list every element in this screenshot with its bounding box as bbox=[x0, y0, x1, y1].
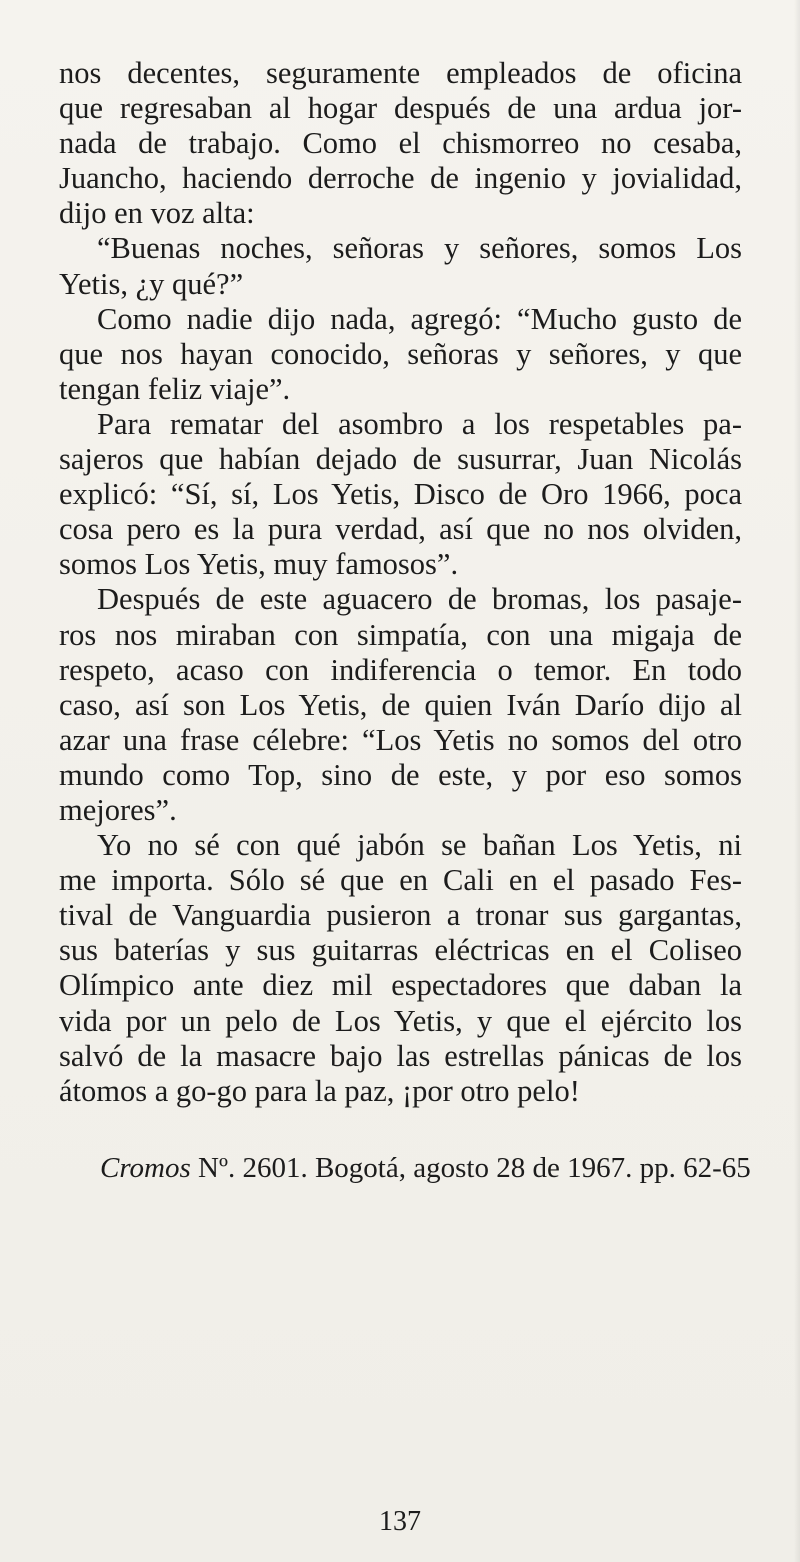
line-27: Olímpico ante diez mil espectadores que daban la bbox=[59, 968, 742, 1003]
line-25: tival de Vanguardia pusieron a tronar sus gargantas, bbox=[59, 898, 742, 933]
line-16: Después de este aguacero de bromas, los pasaje- bbox=[97, 582, 742, 617]
line-11: Para rematar del asombro a los respetables pa- bbox=[97, 406, 742, 441]
line-8: Como nadie dijo nada, agregó: “Mucho gusto de bbox=[97, 301, 742, 336]
body-text bbox=[59, 56, 742, 1109]
line-30: átomos a go-go para la paz, ¡por otro pelo! bbox=[59, 1073, 580, 1108]
line-20: azar una frase célebre: “Los Yetis no somos del otro bbox=[59, 722, 742, 757]
source-citation bbox=[100, 1150, 760, 1186]
line-17: ros nos miraban con simpatía, con una migaja de bbox=[59, 617, 742, 652]
line-4: Juancho, haciendo derroche de ingenio y jovialidad, bbox=[59, 161, 742, 196]
line-12: sajeros que habían dejado de susurrar, Juan Nicolás bbox=[59, 442, 742, 477]
line-1: nos decentes, seguramente empleados de oficina bbox=[59, 56, 742, 90]
line-9: que nos hayan conocido, señoras y señores, y que bbox=[59, 336, 742, 371]
line-3: nada de trabajo. Como el chismorreo no cesaba, bbox=[59, 126, 742, 161]
line-18: respeto, acaso con indiferencia o temor. En todo bbox=[59, 652, 742, 687]
line-21: mundo como Top, sino de este, y por eso somos bbox=[59, 757, 742, 792]
paragraph-6 bbox=[59, 828, 742, 1109]
paragraph-2 bbox=[59, 231, 742, 301]
line-5: dijo en voz alta: bbox=[59, 196, 255, 231]
line-2: que regresaban al hogar después de una ardua jor- bbox=[59, 91, 742, 126]
paragraph-1 bbox=[59, 56, 742, 231]
line-26: sus baterías y sus guitarras eléctricas en el Coliseo bbox=[59, 933, 742, 968]
line-7: Yetis, ¿y qué?” bbox=[59, 266, 244, 301]
line-28: vida por un pelo de Los Yetis, y que el ejército los bbox=[59, 1003, 742, 1038]
line-15: somos Los Yetis, muy famosos”. bbox=[59, 547, 459, 582]
publication-name: Cromos bbox=[100, 1152, 191, 1184]
line-23: Yo no sé con qué jabón se bañan Los Yetis, ni bbox=[97, 828, 742, 863]
line-10: tengan feliz viaje”. bbox=[59, 371, 291, 406]
citation-details: Nº. 2601. Bogotá, agosto 28 de 1967. pp. 62-65 bbox=[198, 1152, 751, 1184]
line-14: cosa pero es la pura verdad, así que no nos olviden, bbox=[59, 512, 742, 547]
line-13: explicó: “Sí, sí, Los Yetis, Disco de Oro 1966, poca bbox=[59, 477, 742, 512]
line-29: salvó de la masacre bajo las estrellas pánicas de los bbox=[59, 1038, 742, 1073]
paragraph-4 bbox=[59, 407, 742, 582]
line-22: mejores”. bbox=[59, 792, 177, 827]
page-number: 137 bbox=[379, 1506, 421, 1537]
line-6: “Buenas noches, señoras y señores, somos Los bbox=[97, 231, 742, 266]
line-24: me importa. Sólo sé que en Cali en el pasado Fes- bbox=[59, 863, 742, 898]
paragraph-3 bbox=[59, 302, 742, 407]
paragraph-5 bbox=[59, 582, 742, 828]
page-edge-shadow bbox=[794, 0, 800, 1562]
line-19: caso, así son Los Yetis, de quien Iván Darío dijo al bbox=[59, 687, 742, 722]
